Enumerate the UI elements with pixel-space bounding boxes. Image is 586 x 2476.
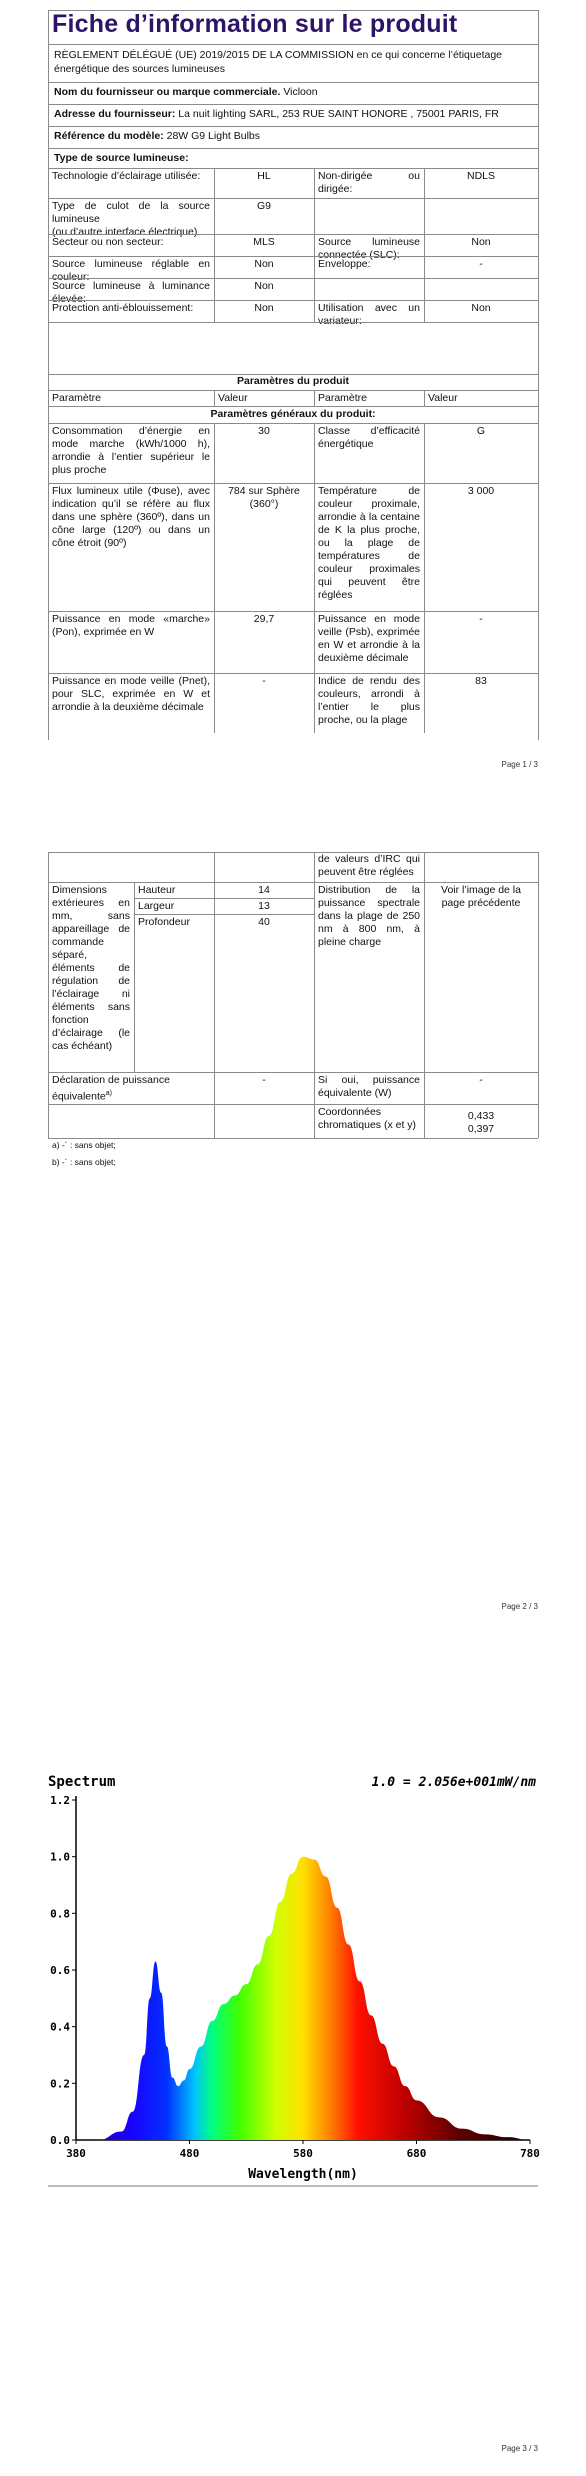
- type-row-label-2: Source lumineuse connectée (SLC):: [318, 236, 420, 261]
- page-title: Fiche d’information sur le produit: [52, 10, 458, 38]
- param-label-2: Classe d’efficacité énergétique: [318, 425, 420, 450]
- header-column-divider: [314, 390, 315, 406]
- chroma-y: 0,397: [467, 1123, 495, 1135]
- model-label: Référence du modèle:: [54, 130, 164, 142]
- column-divider: [214, 423, 215, 733]
- param-label: Flux lumineux utile (Φuse), avec indication qu’il se réfère au flux dans une sphère (360º), dans un cône large (120º) ou dans un cône étroit (90º): [52, 485, 210, 549]
- col-header-param-1: Paramètre: [52, 392, 102, 404]
- model-value: 28W G9 Light Bulbs: [166, 130, 261, 142]
- address-row: [48, 104, 538, 126]
- column-divider: [48, 168, 49, 322]
- frame-top: [48, 10, 538, 11]
- type-row-value: Non: [254, 302, 274, 314]
- frame-left: [48, 10, 49, 168]
- type-row-value-2: Non: [471, 236, 491, 248]
- type-row-value-2: [424, 199, 538, 201]
- param-label: Consommation d’énergie en mode marche (kWh/1000 h), arrondie à l’entier supérieur le plus proche: [52, 425, 210, 476]
- page-number-1: Page 1 / 3: [501, 760, 538, 769]
- type-row-value-2: NDLS: [466, 170, 495, 182]
- type-row-label-2: [314, 199, 424, 201]
- y-tick-label: 0.2: [50, 2077, 70, 2091]
- address-value: La nuit lighting SARL, 253 RUE SAINT HONORE , 75001 PARIS, FR: [178, 108, 499, 120]
- param-value-2: 83: [475, 675, 487, 687]
- spd-value: Voir l’image de la page précédente: [441, 884, 521, 909]
- param-label-2: Puissance en mode veille (Psb), exprimée en W et arrondie à la deuxième décimale: [318, 613, 420, 664]
- type-row-value: G9: [256, 200, 271, 212]
- page-number-2: Page 2 / 3: [501, 1602, 538, 1611]
- type-row-value: MLS: [253, 236, 275, 248]
- x-axis-label: Wavelength(nm): [248, 2167, 358, 2182]
- column-divider: [314, 423, 315, 733]
- param-label-2: Indice de rendu des couleurs, arrondi à l’entier le plus proche, ou la plage: [318, 675, 420, 726]
- dim-depth-value: 40: [258, 916, 270, 928]
- type-row-label-2: [314, 279, 424, 281]
- type-row-value: Non: [254, 258, 274, 270]
- y-tick-label: 0.0: [50, 2134, 70, 2147]
- frame-right-2: [538, 322, 539, 740]
- source-type-heading: Type de source lumineuse:: [54, 152, 189, 164]
- footnote-b: b) -´ : sans objet;: [52, 1157, 116, 1167]
- supplier-row: [48, 82, 538, 104]
- address-label: Adresse du fournisseur:: [54, 108, 176, 120]
- column-divider: [424, 423, 425, 733]
- param-value-2: G: [476, 425, 486, 437]
- type-row-label-sub: (ou d’autre interface électrique): [52, 226, 198, 238]
- dim-width-value: 13: [258, 900, 270, 912]
- x-tick-label: 380: [66, 2147, 86, 2160]
- equiv-label-text: Déclaration de puissance équivalente: [52, 1074, 170, 1103]
- chroma-label: Coordonnées chromatiques (x et y): [318, 1106, 417, 1131]
- dimensions-label: Dimensions extérieures en mm, sans appareillage de commande séparé, éléments de régulation de l’éclairage ni éléments sans fonction d’éclairage (le cas échéant): [52, 884, 130, 1052]
- y-tick-label: 0.6: [50, 1964, 70, 1977]
- row-divider: [48, 322, 538, 323]
- dim-depth-label: Profondeur: [138, 916, 190, 928]
- type-row-label: Protection anti-éblouissement:: [52, 302, 194, 314]
- model-row: [48, 126, 538, 148]
- param-value: 30: [258, 425, 270, 437]
- param-label: Puissance en mode «marche» (Pon), exprimée en W: [52, 613, 210, 638]
- y-tick-label: 0.4: [50, 2020, 70, 2034]
- col-header-value-2: Valeur: [428, 392, 458, 404]
- header-column-divider: [424, 390, 425, 406]
- param-label-2: Température de couleur proximale, arrondie à la centaine de K la plus proche, ou la plage de températures de couleur proximales qui peuvent être réglées: [318, 485, 420, 601]
- col-header-param-2: Paramètre: [318, 392, 368, 404]
- dim-height-label: Hauteur: [138, 884, 176, 896]
- y-tick-label: 1.2: [50, 1794, 70, 1807]
- type-row-value-2: [424, 279, 538, 281]
- page-number-3: Page 3 / 3: [501, 2444, 538, 2453]
- type-row-label-2: Enveloppe:: [318, 258, 371, 270]
- x-tick-label: 580: [293, 2147, 313, 2160]
- equiv-power-value: -: [479, 1074, 483, 1086]
- type-row-label-2: Utilisation avec un variateur:: [318, 302, 420, 327]
- y-tick-label: 0.8: [50, 1907, 70, 1921]
- type-row-label-2: Non-dirigée ou dirigée:: [318, 170, 420, 195]
- type-row-label: Source lumineuse à luminance élevée:: [52, 280, 210, 305]
- column-divider: [314, 168, 315, 322]
- dim-width-label: Largeur: [138, 900, 175, 912]
- supplier-value: Vicloon: [283, 86, 318, 98]
- param-label: Puissance en mode veille (Pnet), pour SLC, exprimée en W et arrondie à la deuxième décimale: [52, 675, 210, 713]
- cri-continued-text: de valeurs d’IRC qui peuvent être réglées: [318, 853, 420, 878]
- x-tick-label: 480: [179, 2147, 200, 2160]
- y-tick-label: 1.0: [50, 1850, 70, 1864]
- x-tick-label: 680: [406, 2147, 427, 2160]
- param-value-2: 3 000: [467, 485, 495, 497]
- type-row-value-2: Non: [471, 302, 491, 314]
- header-column-divider: [214, 390, 215, 406]
- type-row-label: Technologie d’éclairage utilisée:: [52, 170, 201, 182]
- chart-title: Spectrum: [48, 1774, 116, 1790]
- type-row-label: Source lumineuse réglable en couleur:: [52, 258, 210, 283]
- equiv-value: -: [262, 1074, 266, 1086]
- type-row-label: Secteur ou non secteur:: [52, 236, 164, 248]
- col-header-value-1: Valeur: [218, 392, 248, 404]
- type-row-value: HL: [257, 170, 271, 182]
- column-divider: [214, 168, 215, 322]
- params-title: Paramètres du produit: [236, 375, 350, 387]
- dim-height-value: 14: [258, 884, 270, 896]
- spd-label: Distribution de la puissance spectrale dans la plage de 250 nm à 800 nm, à pleine charge: [318, 884, 420, 948]
- param-value-2: -: [479, 613, 483, 625]
- regulation-label: RÈGLEMENT DÉLÉGUÉ (UE) 2019/2015 DE LA COMMISSION en ce qui concerne l’étiquetage énergétique des sources lumineuses: [54, 49, 503, 75]
- footnote-a: a) -´ : sans objet;: [52, 1140, 116, 1150]
- param-value: -: [262, 675, 266, 687]
- x-tick-label: 780: [520, 2147, 540, 2160]
- spectrum-area: [76, 1857, 530, 2140]
- equiv-label: [48, 1073, 214, 1105]
- column-divider: [424, 168, 425, 322]
- general-title: Paramètres généraux du produit:: [210, 408, 376, 420]
- chroma-x: 0,433: [467, 1110, 495, 1122]
- equiv-footnote-mark: a): [105, 1090, 112, 1097]
- type-row-value: Non: [254, 280, 274, 292]
- supplier-label: Nom du fournisseur ou marque commerciale.: [54, 86, 281, 98]
- column-divider: [538, 168, 539, 322]
- equiv-power-label: Si oui, puissance équivalente (W): [318, 1074, 420, 1099]
- type-row-label: Type de culot de la source lumineuse: [52, 200, 210, 225]
- type-row-value-2: -: [479, 258, 483, 270]
- frame-right: [538, 10, 539, 168]
- param-value: 29,7: [253, 613, 275, 625]
- chart-annotation: 1.0 = 2.056e+001mW/nm: [371, 1775, 536, 1790]
- param-value: 784 sur Sphère (360°): [228, 485, 300, 510]
- regulation-text: [48, 44, 538, 82]
- spectrum-chart: [44, 1700, 540, 2190]
